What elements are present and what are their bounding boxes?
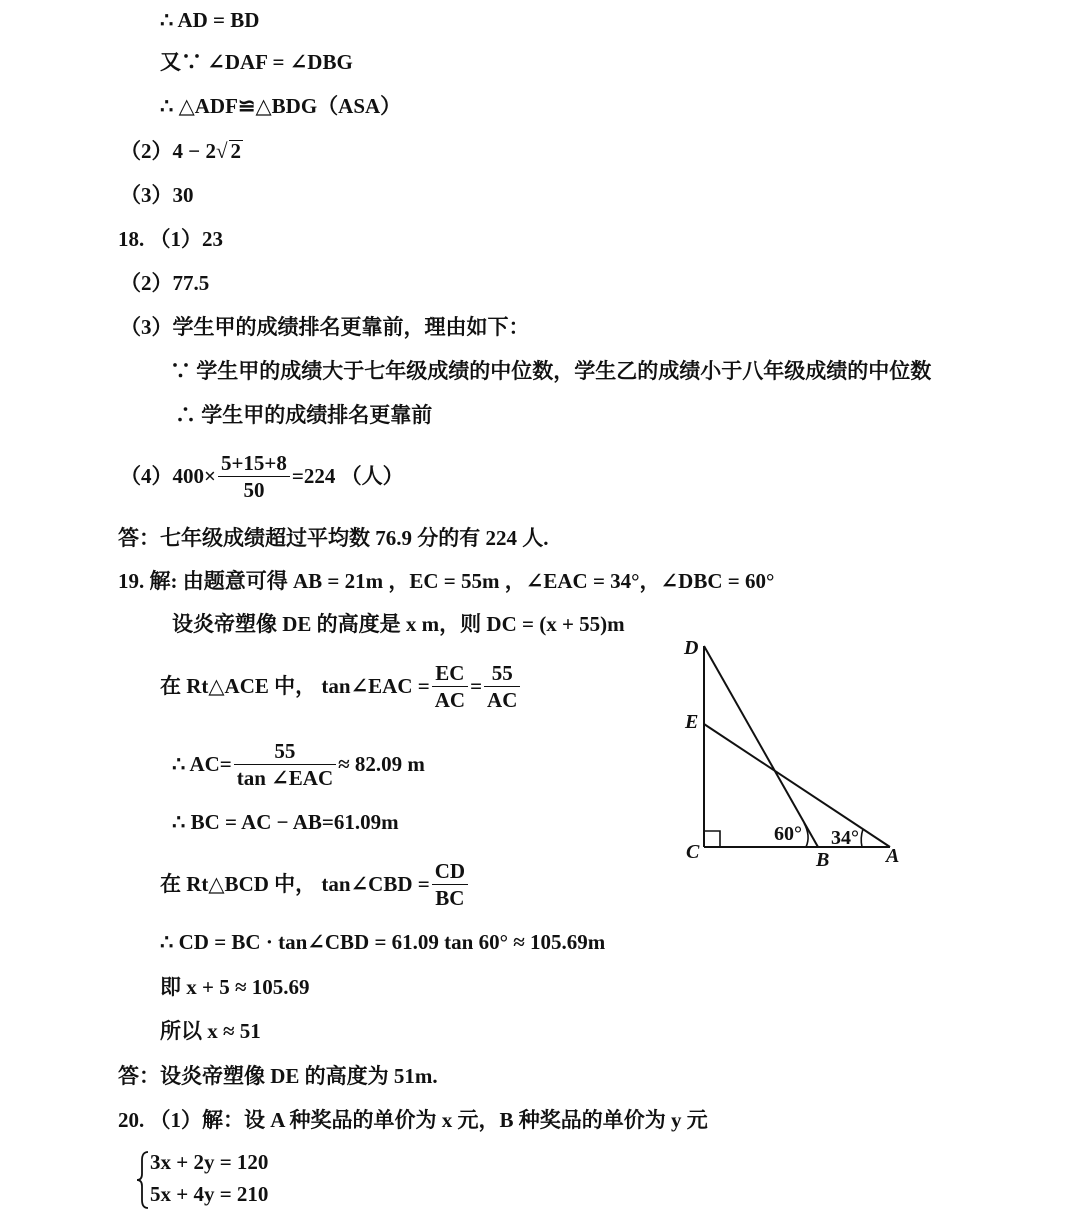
text-line-answer-3: （3）30 (120, 183, 194, 207)
label-a: A (886, 845, 900, 867)
sqrt-expression: √ 2 (215, 139, 241, 163)
text-line-q19-given: 19. 解: 由题意可得 AB = 21m ，EC = 55m ，∠EAC = 34°，∠DBC = 60° (118, 569, 775, 593)
ac-suffix: ≈ 82.09 m (338, 752, 425, 777)
text-line-conclusion: ∴ 学生甲的成绩排名更靠前 (175, 403, 433, 427)
angle-label-b: 60° (774, 823, 802, 845)
text-line-cd-value: ∴ CD = BC · tan∠CBD = 61.09 tan 60° ≈ 105.69m (160, 930, 606, 954)
fraction-denominator: AC (434, 688, 466, 713)
label-d: D (684, 637, 699, 659)
text-line-equation-2: 5x + 4y = 210 (150, 1182, 269, 1206)
text-line-q18-1: 18. （1）23 (118, 227, 223, 251)
text-line-x-value: 所以 x ≈ 51 (160, 1019, 261, 1043)
triangle-figure (680, 632, 910, 872)
equals-sign: = (470, 674, 483, 699)
text-line-q20: 20. （1）解：设 A 种奖品的单价为 x 元，B 种奖品的单价为 y 元 (118, 1108, 708, 1132)
text-line-equation-1: 3x + 2y = 120 (150, 1150, 269, 1174)
angle-arc-a (861, 829, 863, 847)
system-brace (136, 1150, 150, 1210)
ac-prefix: ∴ AC= (172, 752, 232, 777)
fraction-denominator: BC (435, 886, 465, 911)
right-angle-mark (704, 831, 720, 847)
fraction-numerator: 5+15+8 (218, 452, 290, 477)
fraction-numerator: CD (432, 860, 468, 885)
fraction-cd-bc (432, 860, 468, 909)
label-c: C (686, 841, 700, 863)
answer-2-prefix: （2）4 − 2 (120, 139, 216, 163)
text-line-tan-eac (160, 662, 522, 711)
text-line-ac-value (172, 740, 425, 789)
text-line-congruent: ∴ △ADF≌△BDG（ASA） (160, 94, 402, 118)
text-line-bc-value: ∴ BC = AC − AB=61.09m (172, 810, 399, 834)
text-line-q18-3: （3）学生甲的成绩排名更靠前，理由如下： (120, 315, 530, 339)
fraction-q18-4 (218, 452, 290, 501)
text-line-reason: ∵ 学生甲的成绩大于七年级成绩的中位数，学生乙的成绩小于八年级成绩的中位数 (170, 359, 932, 383)
text-line-ad-bd: ∴ AD = BD (160, 8, 260, 32)
fraction-denominator: tan ∠EAC (236, 766, 334, 791)
text-line-angle-daf: 又∵ ∠DAF = ∠DBG (160, 50, 353, 74)
fraction-numerator: 55 (234, 740, 336, 765)
sqrt-radicand: 2 (230, 139, 241, 163)
text-line-answer-2 (120, 140, 243, 162)
text-line-tan-cbd (160, 860, 470, 909)
tan-cbd-prefix: 在 Rt△BCD 中， tan∠CBD = (160, 872, 430, 897)
text-line-answer-19: 答：设炎帝塑像 DE 的高度为 51m. (118, 1064, 438, 1088)
fraction-denominator: 50 (243, 478, 265, 503)
text-line-equation-x: 即 x + 5 ≈ 105.69 (160, 975, 310, 999)
q18-4-prefix: （4）400× (120, 464, 216, 489)
fraction-numerator: EC (432, 662, 468, 687)
fraction-denominator: AC (487, 688, 518, 713)
text-line-answer-18: 答：七年级成绩超过平均数 76.9 分的有 224 人. (118, 526, 549, 550)
text-line-q19-assume: 设炎帝塑像 DE 的高度是 x m，则 DC = (x + 55)m (172, 612, 625, 636)
fraction-55-ac (484, 662, 520, 711)
angle-label-a: 34° (831, 827, 859, 849)
tan-eac-prefix: 在 Rt△ACE 中， tan∠EAC = (160, 674, 430, 699)
fraction-55-tan (234, 740, 336, 789)
text-line-q18-4 (120, 452, 404, 501)
label-e: E (685, 711, 699, 733)
segment-db (704, 646, 818, 847)
text-line-q18-2: （2）77.5 (120, 271, 210, 295)
label-b: B (816, 849, 830, 871)
fraction-ec-ac (432, 662, 468, 711)
fraction-numerator: 55 (484, 662, 520, 687)
q18-4-suffix: =224 （人） (291, 464, 404, 489)
